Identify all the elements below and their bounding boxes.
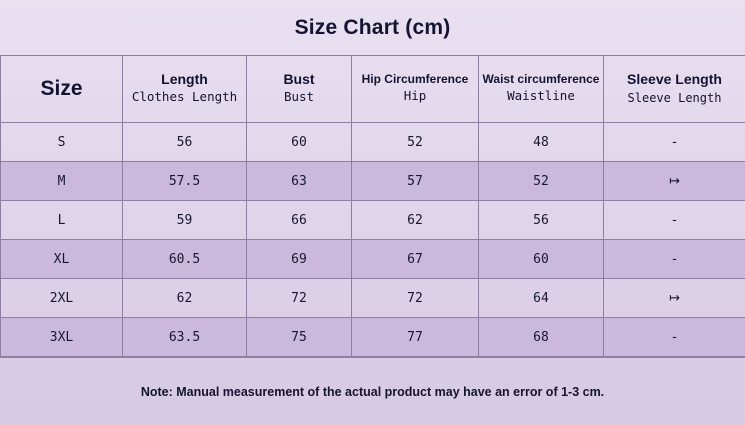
cell-sleeve: - [604,318,745,357]
cell-bust: 75 [247,318,352,357]
cell-hip: 72 [352,279,479,318]
header-row [1,56,745,123]
cell-size: 3XL [1,318,123,357]
column-header-sleeve-label: Sleeve Length [627,71,722,88]
table-row [1,279,745,318]
table-row [1,240,745,279]
table-row [1,318,745,357]
cell-bust: 60 [247,123,352,162]
cell-waist: 56 [479,201,604,240]
cell-hip: 77 [352,318,479,357]
column-header-hip-label: Hip Circumference [361,72,469,87]
cell-hip: 57 [352,162,479,201]
cell-sleeve: ↦ [604,162,745,201]
cell-bust: 66 [247,201,352,240]
cell-size: 2XL [1,279,123,318]
cell-waist: 48 [479,123,604,162]
cell-sleeve: - [604,240,745,279]
cell-size: L [1,201,123,240]
cell-waist: 68 [479,318,604,357]
column-header-hip-sublabel: Hip [403,88,427,104]
column-header-hip [352,56,479,123]
cell-hip: 62 [352,201,479,240]
column-header-bust [247,56,352,123]
cell-length: 57.5 [123,162,247,201]
cell-bust: 69 [247,240,352,279]
cell-waist: 64 [479,279,604,318]
column-header-waist-sublabel: Waistline [507,88,575,104]
cell-bust: 72 [247,279,352,318]
table-body [1,123,745,357]
cell-hip: 67 [352,240,479,279]
cell-hip: 52 [352,123,479,162]
table-row [1,201,745,240]
page-title: Size Chart (cm) [294,15,451,39]
cell-sleeve: - [604,123,745,162]
column-header-sleeve-sublabel: Sleeve Length [627,90,722,105]
table-header [1,56,745,123]
cell-length: 60.5 [123,240,247,279]
measurement-note: Note: Manual measurement of the actual product may have an error of 1-3 cm. [0,357,745,425]
column-header-size-label: Size [40,76,83,100]
cell-waist: 52 [479,162,604,201]
column-header-length [123,56,247,123]
column-header-bust-sublabel: Bust [283,89,315,105]
column-header-size [1,56,123,123]
column-header-waist-label: Waist circumference [482,72,600,87]
cell-sleeve: - [604,201,745,240]
table-row [1,123,745,162]
column-header-waist [479,56,604,123]
column-header-sleeve [604,56,745,123]
cell-length: 59 [123,201,247,240]
column-header-length-label: Length [161,70,208,87]
column-header-bust-label: Bust [283,70,315,87]
cell-size: M [1,162,123,201]
column-header-length-sublabel: Clothes Length [131,89,238,105]
cell-length: 56 [123,123,247,162]
cell-waist: 60 [479,240,604,279]
cell-size: XL [1,240,123,279]
cell-sleeve: ↦ [604,279,745,318]
cell-bust: 63 [247,162,352,201]
size-chart-table [0,55,745,357]
cell-length: 63.5 [123,318,247,357]
cell-length: 62 [123,279,247,318]
table-row [1,162,745,201]
cell-size: S [1,123,123,162]
